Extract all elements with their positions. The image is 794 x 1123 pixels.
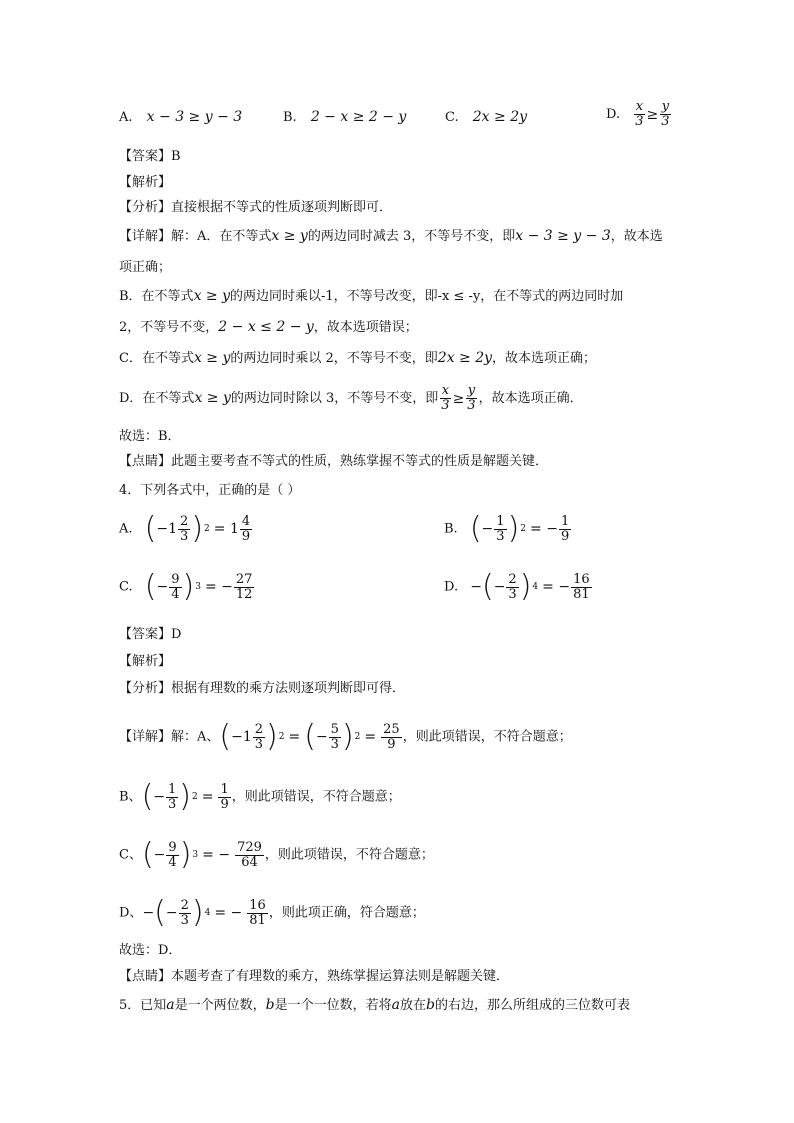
fraction: $\frac{1}{9}$ <box>220 781 229 812</box>
fraction: $\frac{y}{3}$ <box>467 383 476 413</box>
q5-stem: 5．已知a是一个两位数，b是一个一位数，若将a放在b的右边，那么所组成的三位数可表 <box>119 997 630 1013</box>
q3-option-b <box>283 108 406 127</box>
q4-detail-d: D、 − ( − $\frac{2}{3}$ ) 4 = − $\frac{16}{81}$ ，则此项正确，符合题意； <box>119 895 425 930</box>
q3-detail-d: D．在不等式x ≥ y的两边同时除以 3，不等号不变，即 $\frac{x}{3}$ ≥ $\frac{y}{3}$ ，故本选项正确． <box>119 383 583 413</box>
fraction: $\frac{16}{81}$ <box>573 571 590 602</box>
option-expr: x − 3 ≥ y − 3 <box>146 109 243 125</box>
q3-option-d: D. $\frac{x}{3}$ ≥ $\frac{y}{3}$ <box>606 99 670 129</box>
fraction: $\frac{1}{3}$ <box>168 781 177 812</box>
q4-detail-a: 【详解】解：A、 ( −1 $\frac{2}{3}$ ) 2 = ( − $\frac{5}{3}$ ) 2 = $\frac{25}{9}$ ，则此项错误，不符合题意； <box>119 719 572 754</box>
q3-fenxi: 【分析】直接根据不等式的性质逐项判断即可． <box>119 200 393 215</box>
q4-dianjing: 【点睛】本题考查了有理数的乘方，熟练掌握运算法则是解题关键． <box>119 969 510 984</box>
q3-detail-b-line2: 2，不等号不变，2 − x ≤ 2 − y，故本选项错误； <box>119 319 418 335</box>
fraction: $\frac{16}{81}$ <box>249 897 266 928</box>
q4-answer: 【答案】D <box>119 627 182 642</box>
fraction: $\frac{4}{9}$ <box>241 513 251 544</box>
option-label: D. <box>606 107 621 122</box>
fraction: $\frac{729}{64}$ <box>237 839 262 870</box>
q4-fenxi: 【分析】根据有理数的乘方法则逐项判断即可得． <box>119 681 406 696</box>
q4-choose: 故选：D． <box>119 943 182 958</box>
fraction: $\frac{2}{3}$ <box>180 897 189 928</box>
q4-option-b: B. ( − $\frac{1}{3}$ ) 2 = − $\frac{1}{9}$ <box>444 511 570 546</box>
fraction: $\frac{x}{3}$ <box>441 383 450 413</box>
fraction: $\frac{25}{9}$ <box>383 721 400 752</box>
option-label: A. <box>119 110 133 125</box>
q4-detail-b: B、 ( − $\frac{1}{3}$ ) 2 = $\frac{1}{9}$ ，则此项错误，不符合题意； <box>119 779 401 814</box>
fraction: $\frac{1}{9}$ <box>560 513 570 544</box>
q3-option-a <box>119 108 242 127</box>
fraction: $\frac{2}{3}$ <box>508 571 517 602</box>
option-expr: 2 − x ≥ 2 − y <box>310 109 407 125</box>
fraction: $\frac{27}{12}$ <box>235 571 253 602</box>
option-label: B. <box>283 110 297 125</box>
fraction: $\frac{2}{3}$ <box>180 513 189 544</box>
q4-detail-c: C、 ( − $\frac{9}{4}$ ) 3 = − $\frac{729}{64}$ ，则此项错误，不符合题意； <box>119 837 434 872</box>
option-label: C. <box>445 110 459 125</box>
fraction: $\frac{y}{3}$ <box>661 99 670 129</box>
q3-choose: 故选：B． <box>119 429 181 444</box>
q4-option-c: C. ( − $\frac{9}{4}$ ) 3 = − $\frac{27}{12}$ <box>119 569 253 604</box>
fraction: $\frac{x}{3}$ <box>635 99 644 129</box>
q4-option-d: D. − ( − $\frac{2}{3}$ ) 4 = − $\frac{16}{81}$ <box>444 569 590 604</box>
q4-analysis-heading: 【解析】 <box>119 654 172 669</box>
q3-option-c <box>445 108 527 127</box>
q3-analysis-heading: 【解析】 <box>119 175 172 190</box>
q4-option-a: A. ( −1 $\frac{2}{3}$ ) 2 = 1 $\frac{4}{9}$ <box>119 511 251 546</box>
q3-detail-b-line1: B．在不等式x ≥ y的两边同时乘以-1，不等号改变，即-x ≤ -y，在不等式的两边同时加 <box>119 288 624 304</box>
q3-answer: 【答案】B <box>119 149 181 164</box>
q3-detail-a-line2: 项正确； <box>119 260 172 275</box>
q3-dianjing: 【点睛】此题主要考查不等式的性质，熟练掌握不等式的性质是解题关键． <box>119 454 549 469</box>
q3-detail-c: C．在不等式x ≥ y的两边同时乘以 2，不等号不变，即2x ≥ 2y，故本选项正确； <box>119 350 597 366</box>
fraction: $\frac{2}{3}$ <box>254 721 264 752</box>
fraction: $\frac{1}{3}$ <box>496 513 505 544</box>
fraction: $\frac{9}{4}$ <box>168 839 177 870</box>
option-expr: 2x ≥ 2y <box>472 109 528 125</box>
q3-detail-a-line1: 【详解】解：A．在不等式x ≥ y的两边同时减去 3，不等号不变，即x − 3 ≥ y − 3，故本选 <box>119 228 663 244</box>
fraction: $\frac{5}{3}$ <box>330 721 339 752</box>
fraction: $\frac{9}{4}$ <box>171 571 180 602</box>
q4-stem: 4．下列各式中，正确的是（ ） <box>119 483 301 498</box>
